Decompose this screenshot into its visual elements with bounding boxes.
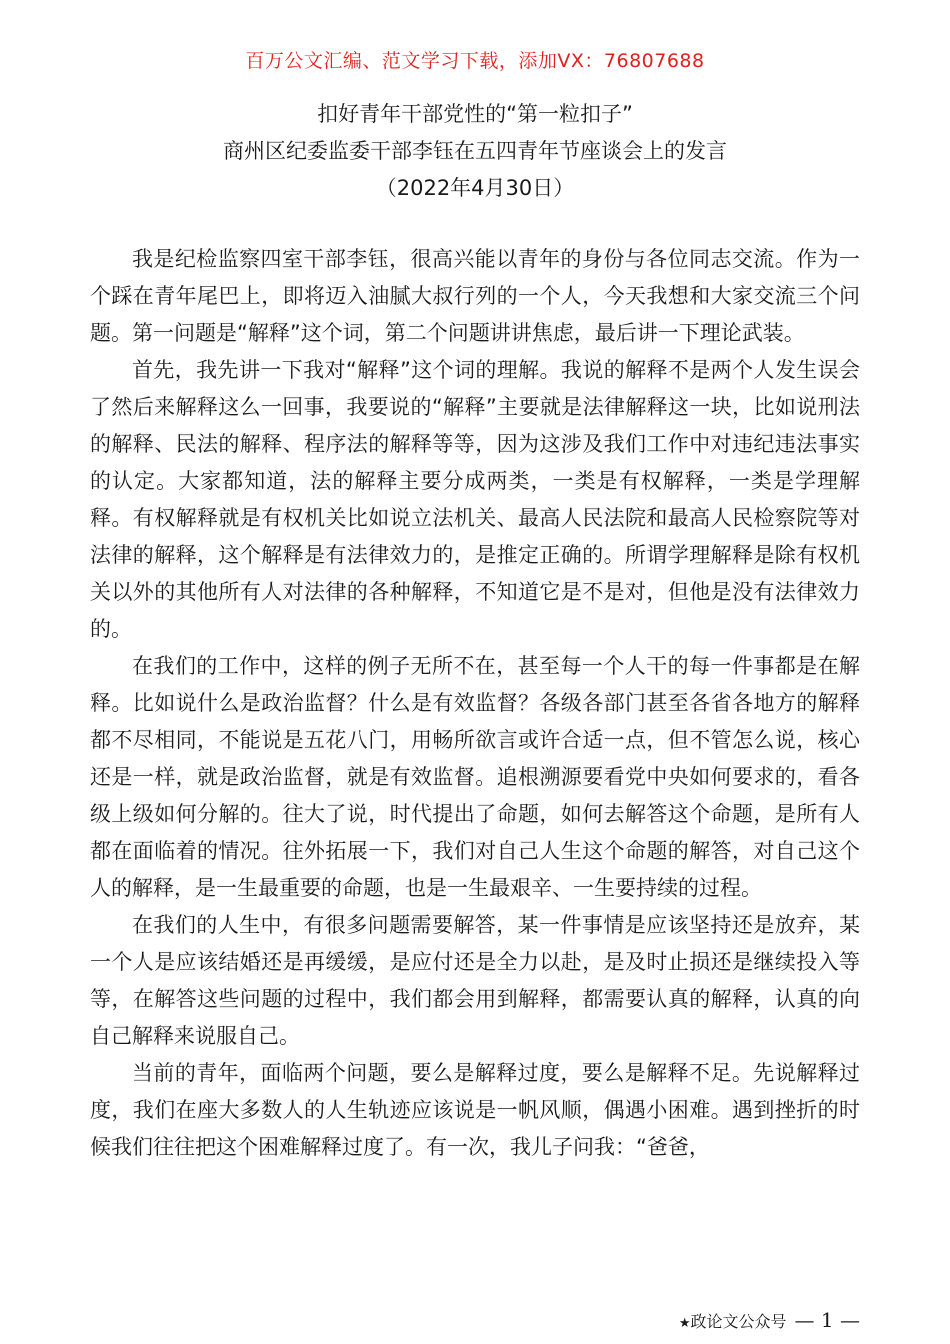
paragraph: 在我们的人生中，有很多问题需要解答，某一件事情是应该坚持还是放弃，某一个人是应该结婚还是再缓缓，是应付还是全力以赴，是及时止损还是继续投入等等，在解答这些问题的过程中，我们都会用到解释，都需要认真的解释，认真的向自己解释来说服自己。: [90, 913, 860, 1048]
document-subtitle: 商州区纪委监委干部李钰在五四青年节座谈会上的发言: [223, 139, 727, 163]
star-icon: ★: [678, 1316, 691, 1331]
document-title-block: [0, 96, 950, 207]
paragraph: 在我们的工作中，这样的例子无所不在，甚至每一个人干的每一件事都是在解释。比如说什么是政治监督？什么是有效监督？各级各部门甚至各省各地方的解释都不尽相同，不能说是五花八门，用畅所欲言或许合适一点，但不管怎么说，核心还是一样，就是政治监督，就是有效监督。追根溯源要看党中央如何要求的，看各级上级如何分解的。往大了说，时代提出了命题，如何去解答这个命题，是所有人都在面临着的情况。往外拓展一下，我们对自己人生这个命题的解答，对自己这个人的解释，是一生最重要的命题，也是一生最艰辛、一生要持续的过程。: [90, 654, 860, 900]
paragraph: 我是纪检监察四室干部李钰，很高兴能以青年的身份与各位同志交流。作为一个踩在青年尾巴上，即将迈入油腻大叔行列的一个人，今天我想和大家交流三个问题。第一问题是“解释”这个词，第二个问题讲讲焦虑，最后讲一下理论武装。: [90, 247, 860, 345]
paragraph: 首先，我先讲一下我对“解释”这个词的理解。我说的解释不是两个人发生误会了然后来解释这么一回事，我要说的“解释”主要就是法律解释这一块，比如说刑法的解释、民法的解释、程序法的解释等等，因为这涉及我们工作中对违纪违法事实的认定。大家都知道，法的解释主要分成两类，一类是有权解释，一类是学理解释。有权解释就是有权机关比如说立法机关、最高人民法院和最高人民检察院等对法律的解释，这个解释是有法律效力的，是推定正确的。所谓学理解释是除有权机关以外的其他所有人对法律的各种解释，不知道它是不是对，但他是没有法律效力的。: [90, 358, 860, 641]
paragraph: 当前的青年，面临两个问题，要么是解释过度，要么是解释不足。先说解释过度，我们在座大多数人的人生轨迹应该说是一帆风顺，偶遇小困难。遇到挫折的时候我们往往把这个困难解释过度了。有一次，我儿子问我：“爸爸，: [90, 1061, 860, 1159]
document-body: [90, 241, 860, 1166]
document-title: 扣好青年干部党性的“第一粒扣子”: [317, 102, 633, 126]
download-banner: 百万公文汇编、范文学习下载，添加VX：76807688: [245, 50, 705, 72]
page-footer: [0, 1308, 860, 1332]
footer-source: 政论文公众号: [690, 1312, 787, 1331]
document-date: （2022年4月30日）: [375, 176, 575, 200]
page-number: — 1 —: [794, 1308, 860, 1332]
